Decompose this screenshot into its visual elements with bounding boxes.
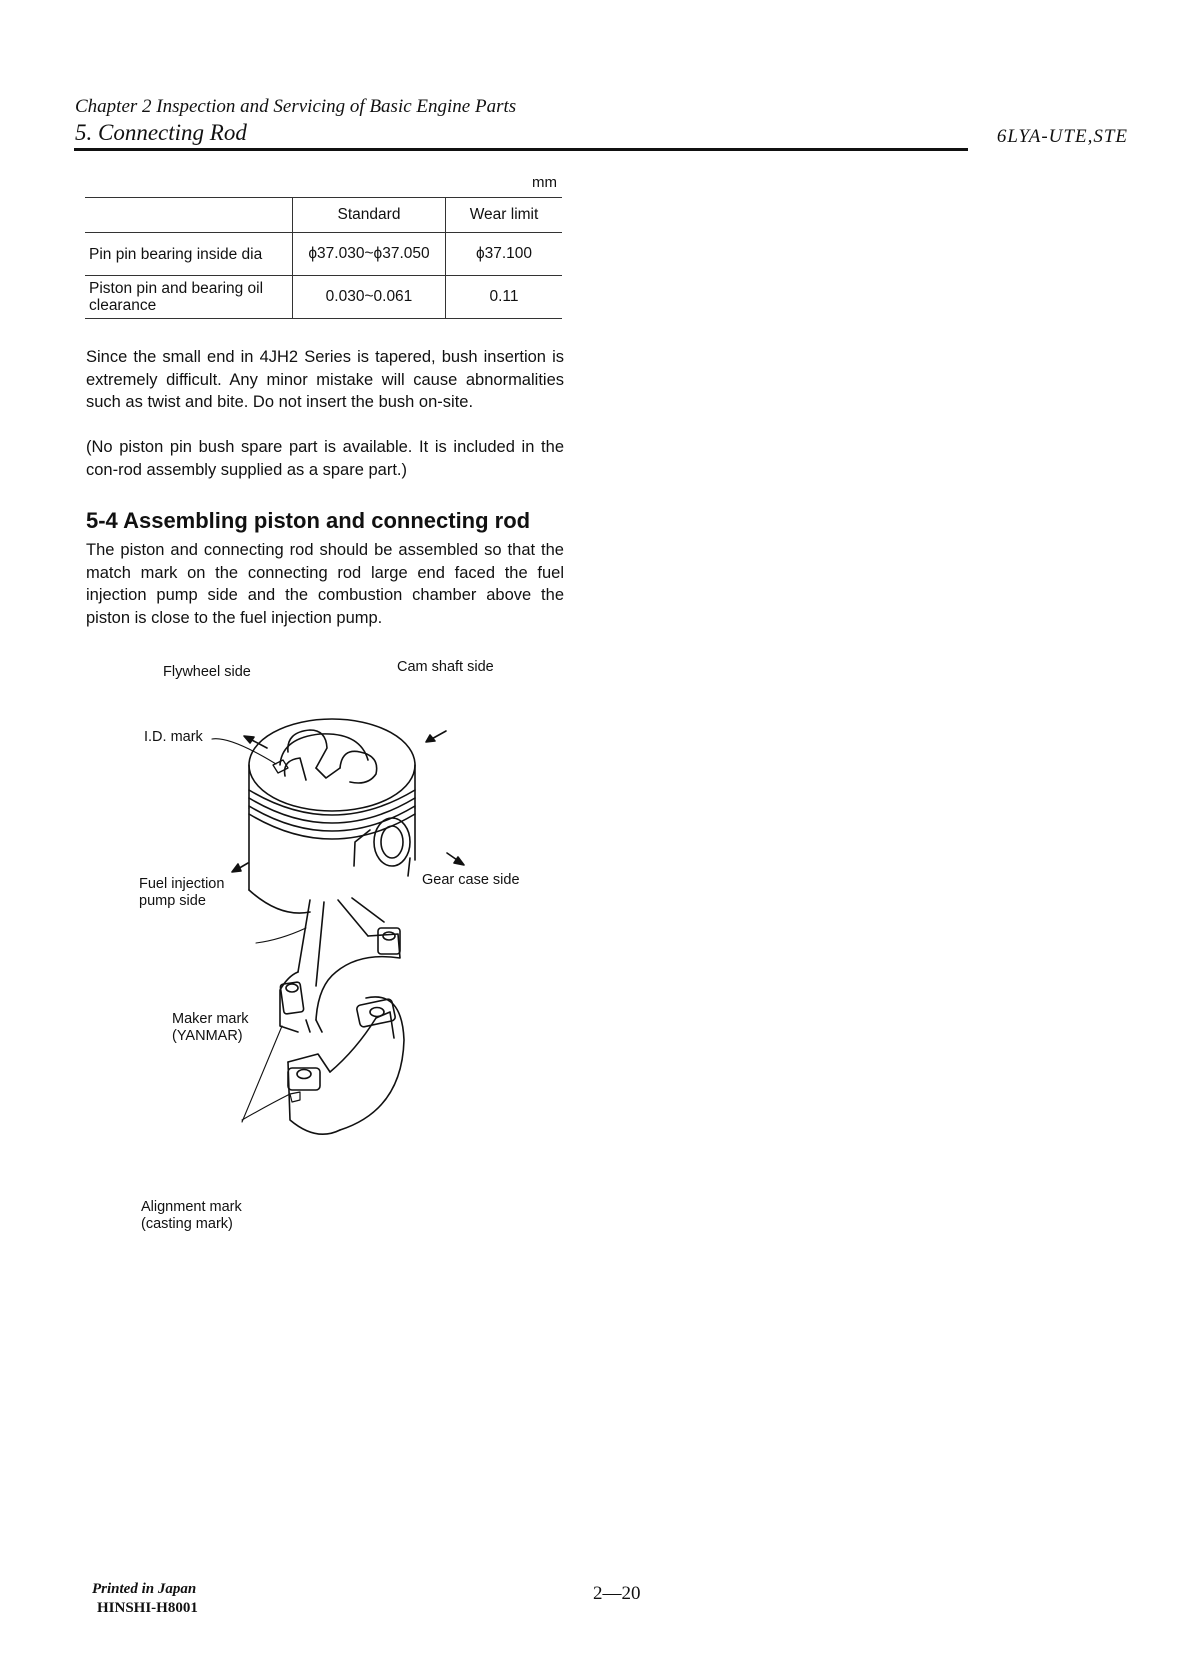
section-title: 5. Connecting Rod: [75, 120, 247, 145]
piston-rod-figure: [130, 659, 570, 1250]
spec-table: [85, 197, 562, 319]
table-header-item: [85, 198, 293, 233]
model-label: 6LYA-UTE,STE: [996, 126, 1128, 147]
label-maker-mark-yanmar: (YANMAR): [172, 1028, 243, 1044]
label-fuel-injection-pump-side: pump side: [139, 893, 206, 909]
table-header-row: [85, 198, 562, 233]
label-casting-mark: (casting mark): [141, 1216, 233, 1232]
table-header-wear-limit: Wear limit: [446, 198, 563, 233]
table-cell-item: Piston pin and bearing oil clearance: [85, 276, 293, 319]
body-paragraph: The piston and connecting rod should be assembled so that the match mark on the connecting rod large end faced the fuel injection pump side and the combustion chamber above the piston is close to the fuel injection pump.: [86, 541, 564, 627]
table-row: [85, 233, 562, 276]
label-alignment-mark: Alignment mark: [141, 1199, 242, 1215]
table-header-standard: Standard: [293, 198, 446, 233]
table-cell-standard: ϕ37.030~ϕ37.050: [293, 233, 446, 276]
page-number: 2—20: [593, 1583, 641, 1604]
piston-rod-illustration: [130, 690, 570, 1250]
connecting-rod: [280, 898, 400, 1032]
header-rule: [74, 148, 968, 151]
subsection-heading: 5-4 Assembling piston and connecting rod: [86, 508, 531, 533]
label-fuel-injection: Fuel injection: [139, 876, 225, 892]
footer-code: HINSHI-H8001: [97, 1600, 198, 1616]
chapter-title: Chapter 2 Inspection and Servicing of Basic Engine Parts: [75, 96, 517, 117]
piston: [249, 719, 415, 913]
table-cell-item: Pin pin bearing inside dia: [85, 233, 293, 276]
unit-label: mm: [532, 174, 557, 191]
table-row: [85, 276, 562, 319]
table-cell-wear-limit: ϕ37.100: [446, 233, 563, 276]
label-maker-mark: Maker mark: [172, 1011, 249, 1027]
label-gear-case-side: Gear case side: [422, 872, 520, 888]
table-cell-wear-limit: 0.11: [446, 276, 563, 319]
table-cell-standard: 0.030~0.061: [293, 276, 446, 319]
label-flywheel-side: Flywheel side: [163, 664, 251, 680]
body-paragraph-note: (No piston pin bush spare part is available. It is included in the con-rod assembly supplied as a spare part.): [86, 438, 564, 479]
body-paragraph: Since the small end in 4JH2 Series is tapered, bush insertion is extremely difficult. Any minor mistake will cause abnormalities such as twist and bite. Do not insert the bush on-site.: [86, 348, 564, 411]
label-id-mark: I.D. mark: [144, 729, 203, 745]
footer-printed: Printed in Japan: [92, 1581, 197, 1597]
bearing-cap: [288, 997, 404, 1134]
label-cam-shaft-side: Cam shaft side: [397, 659, 494, 675]
